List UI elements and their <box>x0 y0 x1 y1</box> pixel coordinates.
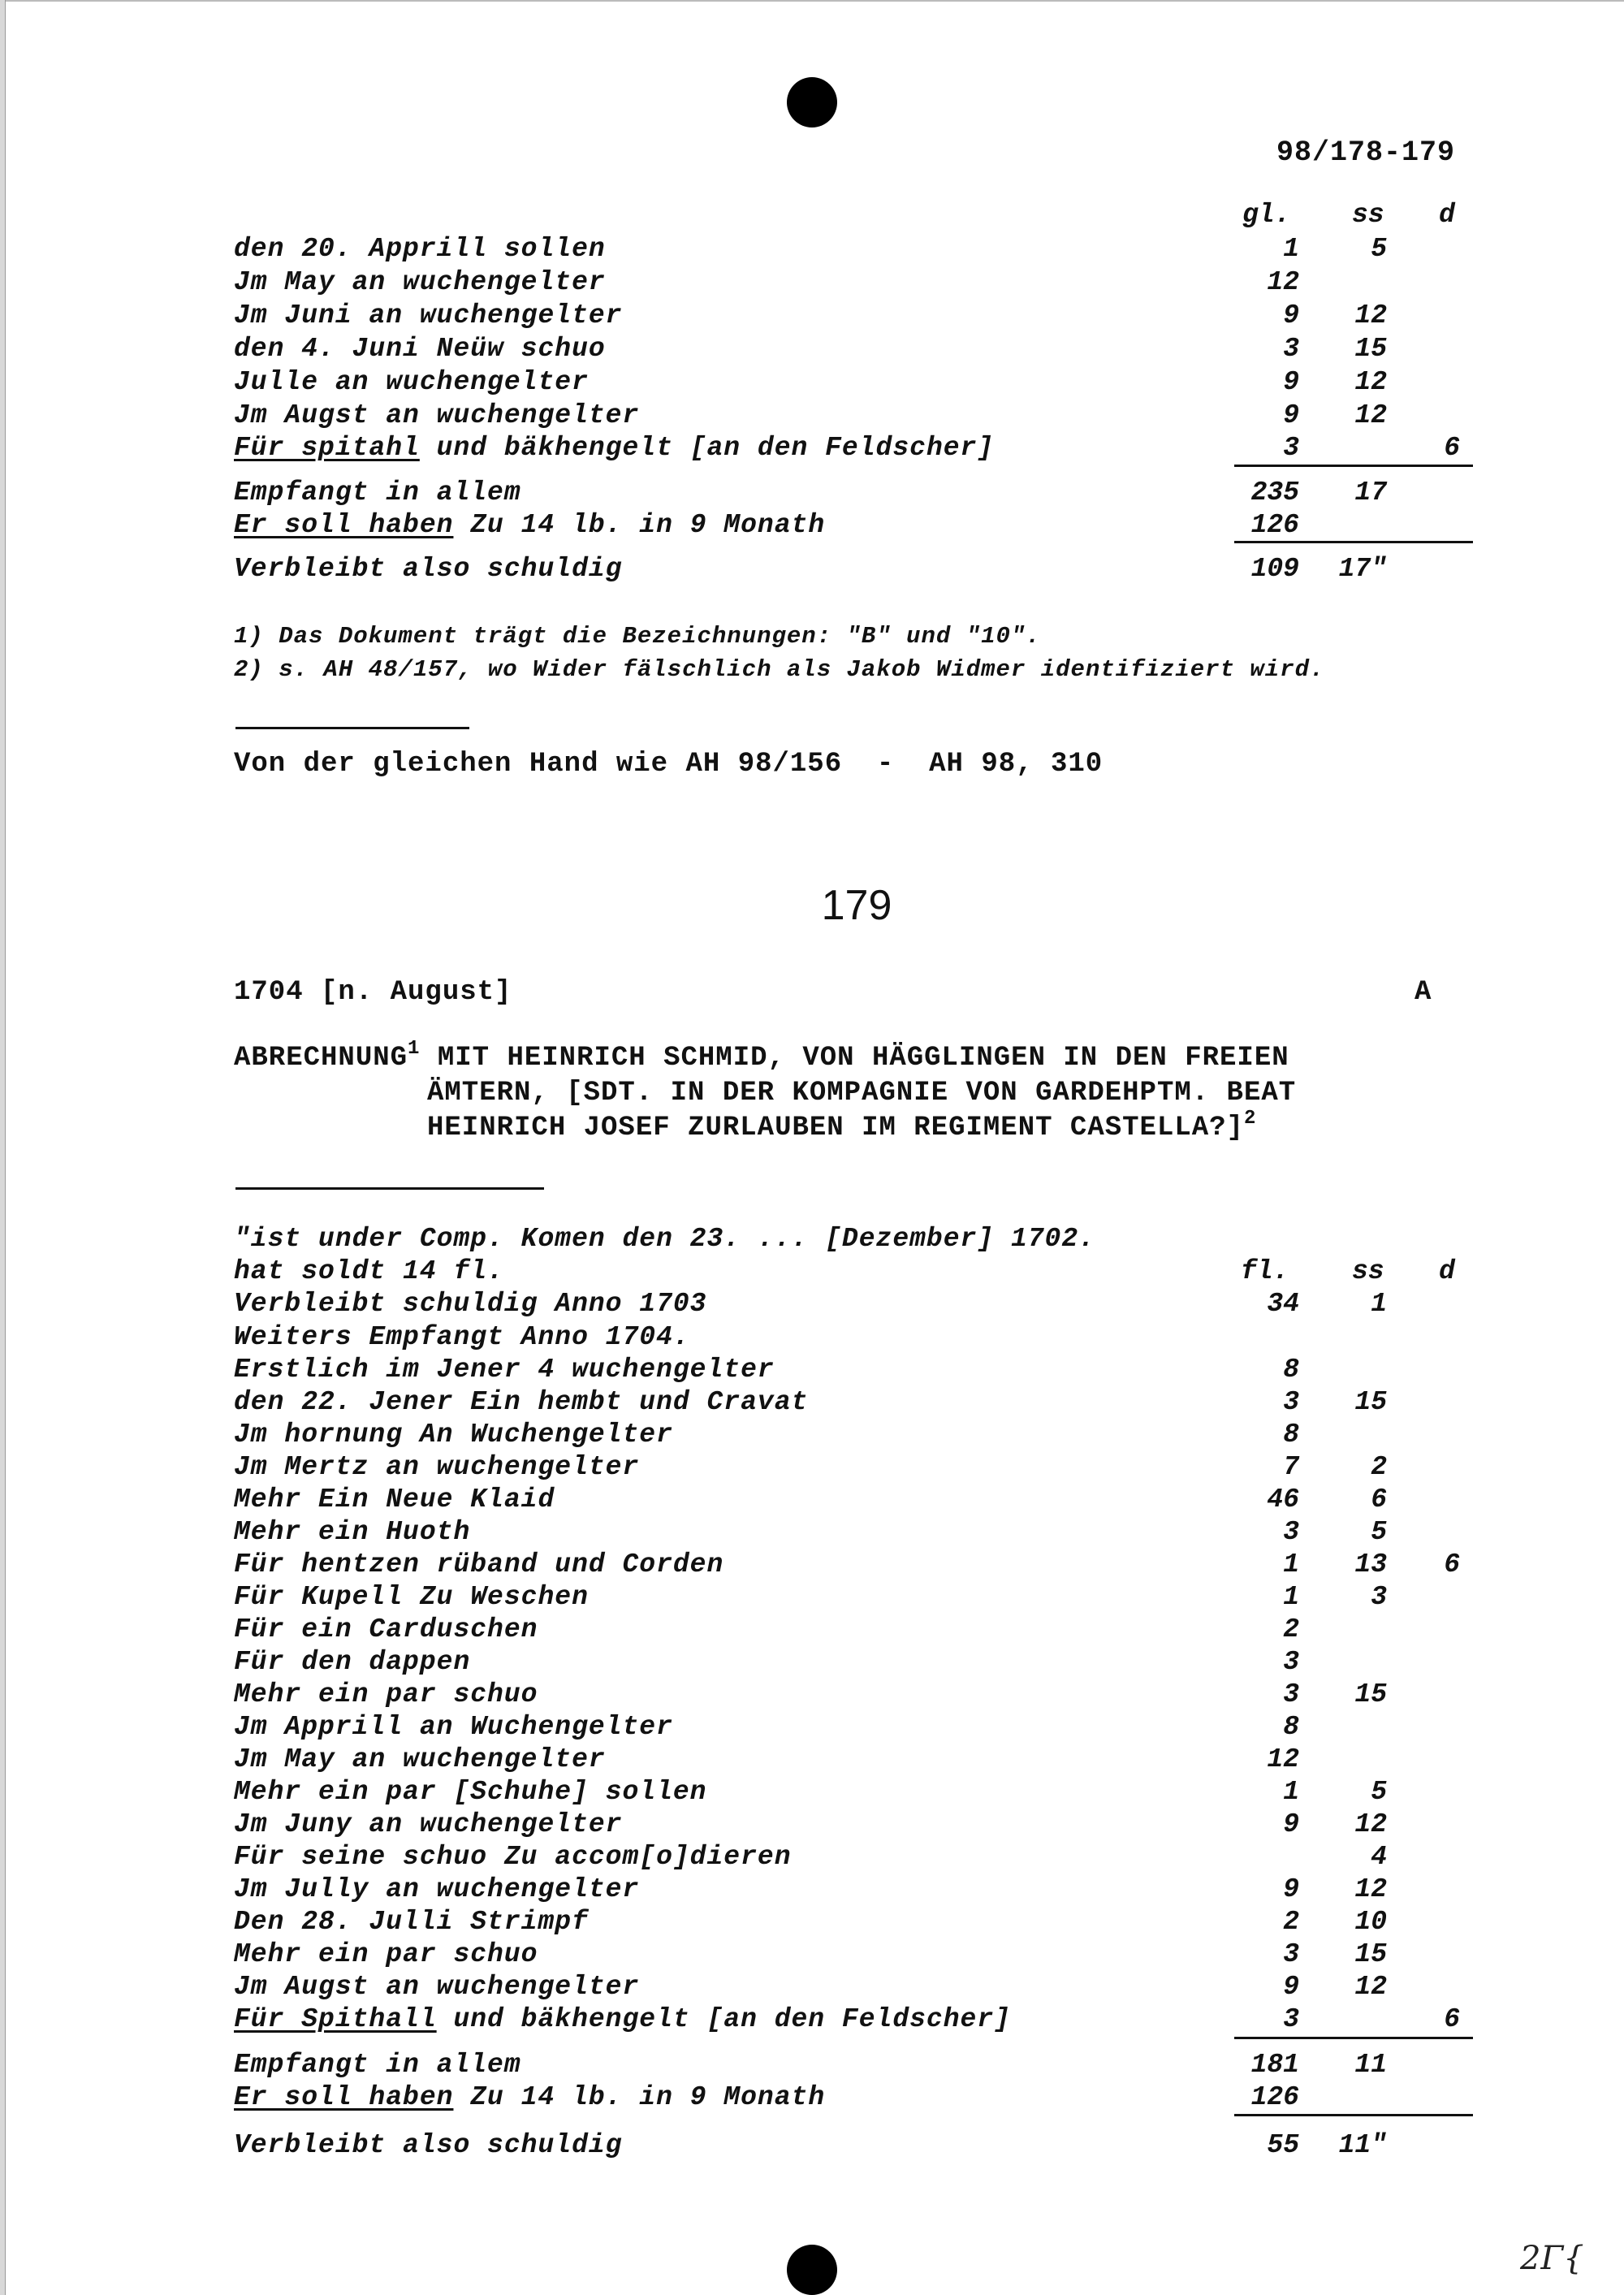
ledger-row-amount-fl: 3 <box>1283 1517 1299 1547</box>
underlined-phrase: Er soll haben <box>234 510 454 540</box>
ledger-row-amount-d: 6 <box>1444 2004 1460 2034</box>
ledger-row-amount-ss: 6 <box>1371 1485 1387 1515</box>
ledger-row-amount-ss: 10 <box>1354 1907 1387 1937</box>
ledger-row-text: Jm Juni an wuchengelter <box>234 300 623 331</box>
ledger-row-amount-ss: 12 <box>1354 300 1387 331</box>
row-text-rest: Zu 14 lb. in 9 Monath <box>453 2082 826 2112</box>
document-date: 1704 [n. August] <box>234 977 512 1008</box>
ledger-row-text: Für Kupell Zu Weschen <box>234 1582 589 1612</box>
should-have-gl: 126 <box>1250 510 1299 540</box>
ledger-row-amount-ss: 15 <box>1354 1679 1387 1709</box>
title-text: ABRECHNUNG <box>234 1043 408 1074</box>
document-title-line-3 <box>427 1110 1256 1146</box>
punch-hole-bottom <box>787 2245 837 2295</box>
ledger-row-text: Jm hornung An Wuchengelter <box>234 1420 673 1450</box>
ledger-row-text: den 4. Juni Neüw schuo <box>234 334 606 364</box>
remaining-due-ss: 17" <box>1338 554 1387 584</box>
footnote-2: 2) s. AH 48/157, wo Wider fälschlich als Jakob Widmer identifiziert wird. <box>234 656 1325 683</box>
ledger-row-amount-gl: 3 <box>1283 334 1299 364</box>
remaining-due-gl: 109 <box>1250 554 1299 584</box>
column-header-gl: gl. <box>1242 200 1291 230</box>
ledger-row-text: Mehr Ein Neue Klaid <box>234 1485 555 1515</box>
remaining-due-label: Verbleibt also schuldig <box>234 2130 623 2160</box>
ledger-row-amount-fl: 8 <box>1283 1420 1299 1450</box>
ledger-row-amount-d: 6 <box>1444 433 1460 463</box>
page-reference: 98/178-179 <box>1276 136 1456 169</box>
title-text: HEINRICH JOSEF ZURLAUBEN IM REGIMENT CASTELLA?] <box>427 1113 1244 1143</box>
sum-rule <box>1234 2114 1473 2116</box>
column-header-ss: ss <box>1352 1256 1384 1286</box>
remaining-due-label: Verbleibt also schuldig <box>234 554 623 584</box>
ledger-row-text: hat soldt 14 fl. <box>234 1256 504 1286</box>
ledger-row-text: Den 28. Julli Strimpf <box>234 1907 589 1937</box>
ledger-row-text: Mehr ein Huoth <box>234 1517 471 1547</box>
total-received-ss: 17 <box>1354 478 1387 508</box>
ledger-row-amount-gl: 9 <box>1283 400 1299 430</box>
sum-rule <box>1234 541 1473 543</box>
ledger-row-amount-fl: 9 <box>1283 1809 1299 1839</box>
page-left-edge <box>0 0 6 2295</box>
sum-rule <box>1234 2037 1473 2039</box>
ledger-row-amount-fl: 7 <box>1283 1452 1299 1482</box>
ledger-row-text: Mehr ein par schuo <box>234 1679 538 1709</box>
ledger-row-amount-fl: 9 <box>1283 1874 1299 1904</box>
ledger-row-amount-fl: 3 <box>1283 2004 1299 2034</box>
ledger-row-text: den 22. Jener Ein hembt und Cravat <box>234 1387 809 1417</box>
document-title-line-2: ÄMTERN, [SDT. IN DER KOMPAGNIE VON GARDEHPTM. BEAT <box>427 1078 1297 1109</box>
ledger-row-amount-fl: 1 <box>1283 1777 1299 1807</box>
ledger-row-text: Jm Juny an wuchengelter <box>234 1809 623 1839</box>
column-header-fl: fl. <box>1241 1256 1289 1286</box>
underlined-phrase: Für Spithall <box>234 2004 437 2034</box>
ledger-row-text: Weiters Empfangt Anno 1704. <box>234 1322 690 1352</box>
total-received-gl: 235 <box>1250 478 1299 508</box>
ledger-row-amount-ss: 15 <box>1354 334 1387 364</box>
footnote-1: 1) Das Dokument trägt die Bezeichnungen: "B" und "10". <box>234 623 1041 650</box>
ledger-row-text: Jm Augst an wuchengelter <box>234 400 640 430</box>
ledger-row-text: Verbleibt schuldig Anno 1703 <box>234 1289 707 1319</box>
ledger-row-amount-fl: 9 <box>1283 1972 1299 2002</box>
ledger-row-amount-gl: 3 <box>1283 433 1299 463</box>
footnote-ref-2: 2 <box>1243 1108 1257 1130</box>
ledger-row-amount-ss: 12 <box>1354 367 1387 397</box>
ledger-row-amount-gl: 9 <box>1283 367 1299 397</box>
ledger-row-amount-fl: 12 <box>1267 1744 1299 1774</box>
ledger-row-amount-ss: 5 <box>1371 1517 1387 1547</box>
handwritten-page-mark: 2Γ{ <box>1520 2240 1584 2277</box>
ledger-row-amount-ss: 5 <box>1371 234 1387 264</box>
ledger-row-text: Jm Jully an wuchengelter <box>234 1874 640 1904</box>
should-have-fl: 126 <box>1250 2082 1299 2112</box>
ledger-row-amount-fl: 2 <box>1283 1907 1299 1937</box>
footnote-divider <box>235 727 469 729</box>
ledger-row-text: Julle an wuchengelter <box>234 367 589 397</box>
ledger-row-amount-fl: 1 <box>1283 1582 1299 1612</box>
same-hand-note: Von der gleichen Hand wie AH 98/156 - AH 98, 310 <box>234 749 1104 780</box>
ledger-row-text: Mehr ein par [Schuhe] sollen <box>234 1777 707 1807</box>
document-number: 179 <box>821 882 892 929</box>
column-header-ss: ss <box>1352 200 1384 230</box>
ledger-row-amount-gl: 1 <box>1283 234 1299 264</box>
ledger-row-amount-fl: 3 <box>1283 1387 1299 1417</box>
ledger-row-amount-ss: 12 <box>1354 1874 1387 1904</box>
row-text-rest: und bäkhengelt [an den Feldscher] <box>436 2004 1011 2034</box>
ledger-row-amount-gl: 9 <box>1283 300 1299 331</box>
row-text-rest: Zu 14 lb. in 9 Monath <box>453 510 826 540</box>
total-received-fl: 181 <box>1250 2050 1299 2080</box>
ledger-row-text: Jm Augst an wuchengelter <box>234 1972 640 2002</box>
sum-rule <box>1234 465 1473 467</box>
ledger-row-amount-fl: 8 <box>1283 1355 1299 1385</box>
underlined-phrase: Für spitahl <box>234 433 420 463</box>
row-text-rest: und bäkhengelt [an den Feldscher] <box>419 433 995 463</box>
ledger-row-amount-ss: 12 <box>1354 1809 1387 1839</box>
ledger-row-amount-fl: 34 <box>1267 1289 1299 1319</box>
remaining-due-fl: 55 <box>1267 2130 1299 2160</box>
ledger-row-text: Erstlich im Jener 4 wuchengelter <box>234 1355 775 1385</box>
ledger-row-amount-ss: 12 <box>1354 1972 1387 2002</box>
ledger-row-amount-fl: 8 <box>1283 1712 1299 1742</box>
column-header-d: d <box>1439 1256 1455 1286</box>
ledger-row-amount-fl: 46 <box>1267 1485 1299 1515</box>
ledger-row-text: Jm May an wuchengelter <box>234 1744 606 1774</box>
total-received-label: Empfangt in allem <box>234 478 521 508</box>
ledger-row-amount-ss: 13 <box>1354 1549 1387 1580</box>
ledger-row-amount-ss: 5 <box>1371 1777 1387 1807</box>
ledger-row-amount-ss: 3 <box>1371 1582 1387 1612</box>
punch-hole-top <box>787 77 837 128</box>
ledger-row-amount-ss: 2 <box>1371 1452 1387 1482</box>
should-have-label <box>234 2081 825 2114</box>
ledger-row-amount-ss: 15 <box>1354 1387 1387 1417</box>
ledger-row-amount-ss: 15 <box>1354 1939 1387 1969</box>
ledger-row-amount-ss: 4 <box>1371 1842 1387 1872</box>
title-text: MIT HEINRICH SCHMID, VON HÄGGLINGEN IN DEN FREIEN <box>420 1043 1289 1074</box>
ledger-row-text <box>234 432 994 465</box>
title-divider <box>235 1187 544 1190</box>
remaining-due-ss: 11" <box>1338 2130 1387 2160</box>
ledger-row-text: Für den dappen <box>234 1647 471 1677</box>
ledger-intro: "ist under Comp. Komen den 23. ... [Dezember] 1702. <box>234 1224 1095 1254</box>
ledger-row-text: den 20. Apprill sollen <box>234 234 606 264</box>
ledger-row-text: Jm Apprill an Wuchengelter <box>234 1712 673 1742</box>
ledger-row-text: Jm May an wuchengelter <box>234 267 606 297</box>
ledger-row-amount-ss: 1 <box>1371 1289 1387 1319</box>
ledger-row-amount-ss: 12 <box>1354 400 1387 430</box>
should-have-label <box>234 509 825 542</box>
ledger-row-text: Für seine schuo Zu accom[o]dieren <box>234 1842 792 1872</box>
total-received-ss: 11 <box>1354 2050 1387 2080</box>
page-top-edge <box>0 0 1624 2</box>
document-mark: A <box>1415 977 1432 1008</box>
ledger-row-amount-d: 6 <box>1444 1549 1460 1580</box>
ledger-row-text: Jm Mertz an wuchengelter <box>234 1452 640 1482</box>
total-received-label: Empfangt in allem <box>234 2050 521 2080</box>
ledger-row-text <box>234 2003 1011 2036</box>
ledger-row-amount-fl: 3 <box>1283 1647 1299 1677</box>
ledger-row-amount-fl: 3 <box>1283 1939 1299 1969</box>
ledger-row-amount-gl: 12 <box>1267 267 1299 297</box>
underlined-phrase: Er soll haben <box>234 2082 454 2112</box>
ledger-row-amount-fl: 1 <box>1283 1549 1299 1580</box>
ledger-row-amount-fl: 2 <box>1283 1614 1299 1645</box>
document-title-line-1 <box>234 1040 1289 1076</box>
ledger-row-text: Mehr ein par schuo <box>234 1939 538 1969</box>
ledger-row-amount-fl: 3 <box>1283 1679 1299 1709</box>
ledger-row-text: Für hentzen rüband und Corden <box>234 1549 724 1580</box>
column-header-d: d <box>1439 200 1455 230</box>
ledger-row-text: Für ein Carduschen <box>234 1614 538 1645</box>
footnote-ref-1: 1 <box>408 1038 421 1060</box>
